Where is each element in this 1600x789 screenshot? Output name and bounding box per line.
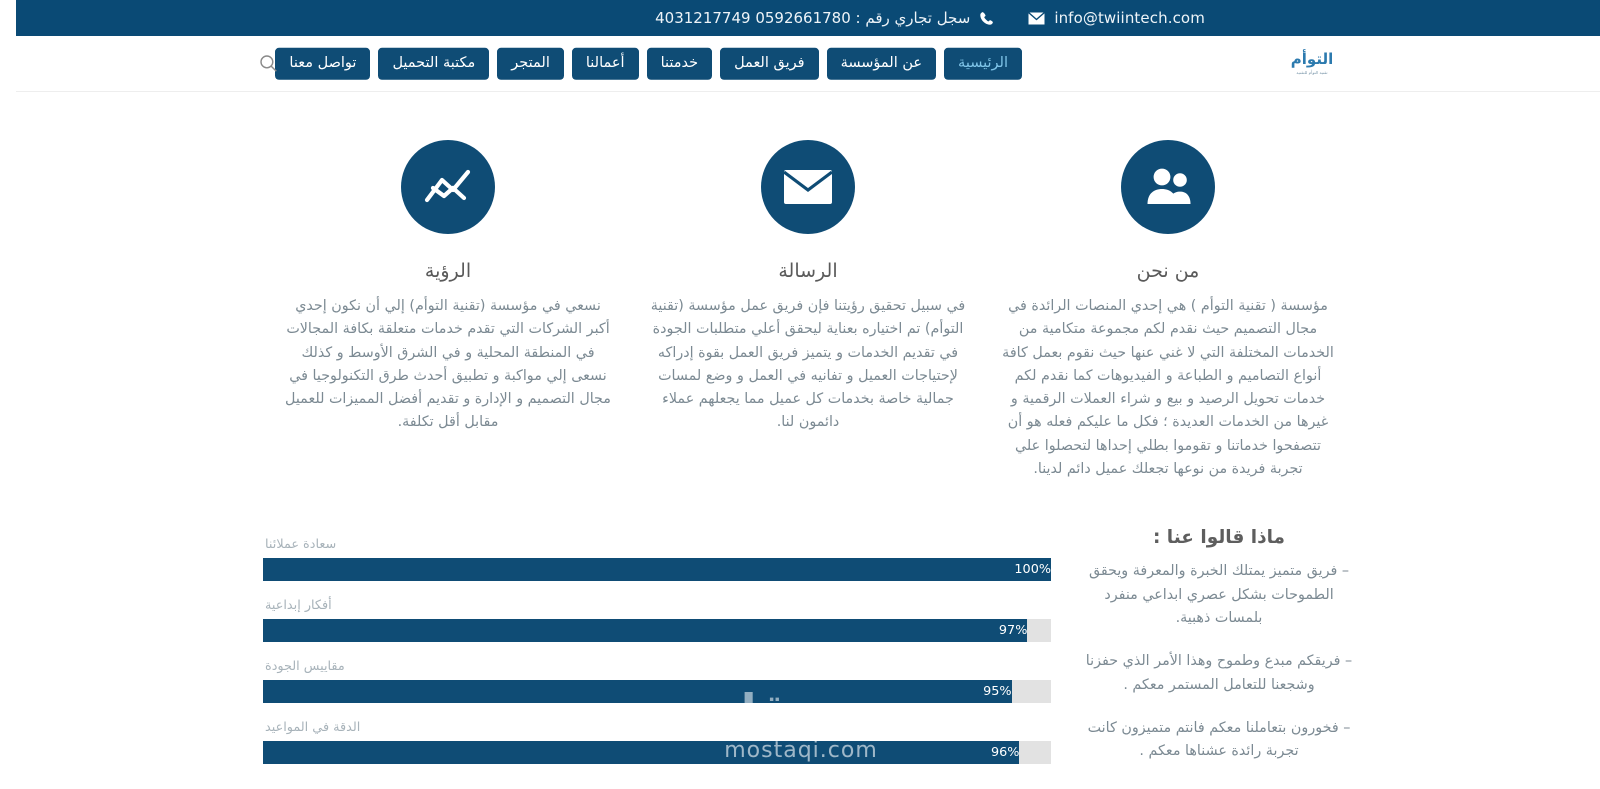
nav-item-services[interactable]: خدمتنا xyxy=(647,47,713,79)
skill-bar-fill xyxy=(263,680,1012,703)
feature-text: في سبيل تحقيق رؤيتنا فإن فريق عمل مؤسسة (تقنية التوأم) تم اختياره بعناية ليحقق أعلي متطلبات الجودة في تقديم الخدمات و يتميز فريق العمل بقوة إدراكه لإحتياجات العميل و تفانيه في العمل و وضع لمسات جمالية خاصة بخدمات كل عميل مما يجعلهم عملاء دائمون لنا. xyxy=(650,298,966,431)
site-logo[interactable] xyxy=(1280,49,1344,79)
logo-wordmark: التوأم xyxy=(1290,49,1334,68)
features-section xyxy=(16,92,1600,481)
feature-title: الرؤية xyxy=(424,260,472,282)
email-contact[interactable] xyxy=(1028,9,1205,27)
main-navigation-bar xyxy=(16,36,1600,92)
watermark-arabic: مستقل xyxy=(716,684,886,738)
logo-subtitle: تقنية التوأم للتقنية xyxy=(1296,69,1328,75)
feature-title: من نحن xyxy=(1136,260,1200,282)
skill-bar-punctuality xyxy=(263,720,1051,764)
nav-item-contact[interactable]: تواصل معنا xyxy=(275,47,370,79)
phone-icon xyxy=(979,11,994,26)
lower-section xyxy=(16,527,1600,783)
skill-bar-quality-standards xyxy=(263,659,1051,703)
skill-bar-label: مقاييس الجودة xyxy=(265,659,345,675)
skill-bar-value: 97% xyxy=(998,623,1028,639)
watermark-latin: mostaqi.com xyxy=(724,738,878,763)
phone-text: سجل تجاري رقم : 0592661780 4031217749 xyxy=(655,9,971,27)
skill-bar-value: 96% xyxy=(991,745,1020,761)
nav-item-home[interactable]: الرئيسية xyxy=(944,47,1022,79)
envelope-icon xyxy=(761,140,855,234)
users-icon xyxy=(1121,140,1215,234)
nav-item-store[interactable]: المتجر xyxy=(497,47,564,79)
envelope-icon xyxy=(1028,12,1045,25)
skill-bars-chart xyxy=(263,527,1051,783)
testimonials-panel xyxy=(1085,527,1353,783)
skill-bar-track xyxy=(263,558,1051,581)
skill-bar-fill xyxy=(263,741,1019,764)
skill-bar-track xyxy=(263,741,1051,764)
testimonial-item: – فريقكم مبدع وطموح وهذا الأمر الذي حفزنا وشجعنا للتعامل المستمر معكم . xyxy=(1085,653,1353,693)
feature-mission xyxy=(642,140,974,481)
skill-bar-label: الدقة في المواعيد xyxy=(265,720,361,736)
skill-bar-value: 95% xyxy=(983,684,1012,700)
skill-bar-customer-happiness xyxy=(263,537,1051,581)
phone-contact[interactable] xyxy=(655,9,994,27)
nav-item-downloads[interactable]: مكتبة التحميل xyxy=(378,47,489,79)
testimonial-item: – فخورون بتعاملنا معكم فانتم متميزون كانت تجربة رائدة عشناها معكم . xyxy=(1087,719,1351,760)
top-contact-bar xyxy=(16,0,1600,36)
nav-item-team[interactable]: فريق العمل xyxy=(720,47,818,79)
nav-item-about[interactable]: عن المؤسسة xyxy=(827,47,936,79)
skill-bar-fill xyxy=(263,619,1027,642)
skill-bar-fill xyxy=(263,558,1051,581)
line-chart-icon xyxy=(401,140,495,234)
feature-text: مؤسسة ( تقنية التوأم ) هي إحدي المنصات الرائدة في مجال التصميم حيث نقدم لكم مجموعة متكامية من الخدمات المختلفة التي لا غني عنها حيث نقوم بعمل كافة أنواع التصاميم و الطباعة و الفيديوهات كما نقدم لكم خدمات تحويل الرصيد و بيع و شراء العملات الرقمية و غيرها من الخدمات العديدة ؛ فكل ما عليكم فعله هو أن تتصفحوا خدماتنا و تقوموا بطلي إحداها لتحصلوا علي تجربة فريدة من نوعها تجعلك عميل دائم لدينا. xyxy=(1002,298,1334,478)
feature-text: نسعي في مؤسسة (تقنية التوأم) إلي أن نكون إحدي أكبر الشركات التي تقدم خدمات متعلقة بكافة المجالات في المنطقة المحلية و في الشرق الأوسط و كذلك نسعى إلي مواكبة و تطبيق أحدث طرق التكنولوجيا في مجال التصميم و الإدارة و تقديم أفضل المميزات للعميل مقابل أقل تكلفة. xyxy=(285,298,611,431)
search-icon[interactable] xyxy=(256,52,280,76)
skill-bar-creative-ideas xyxy=(263,598,1051,642)
email-text: info@twiintech.com xyxy=(1054,9,1205,27)
skill-bar-track xyxy=(263,680,1051,703)
feature-title: الرسالة xyxy=(778,260,838,282)
skill-bar-label: أفكار إبداعية xyxy=(265,598,332,614)
skill-bar-label: سعادة عملائنا xyxy=(265,537,337,553)
feature-about-us xyxy=(1002,140,1334,481)
nav-item-works[interactable]: أعمالنا xyxy=(572,47,639,79)
skill-bar-value: 100% xyxy=(1014,562,1051,578)
nav-menu xyxy=(275,47,1022,79)
skill-bar-track xyxy=(263,619,1051,642)
testimonial-item: – فريق متميز يمتلك الخبرة والمعرفة ويحقق الطموحات بشكل عصري ابداعي منفرد بلمسات ذهبية. xyxy=(1088,563,1350,626)
feature-vision xyxy=(282,140,614,481)
page-root xyxy=(16,0,1600,789)
testimonials-title: ماذا قالوا عنا : xyxy=(1152,527,1286,549)
